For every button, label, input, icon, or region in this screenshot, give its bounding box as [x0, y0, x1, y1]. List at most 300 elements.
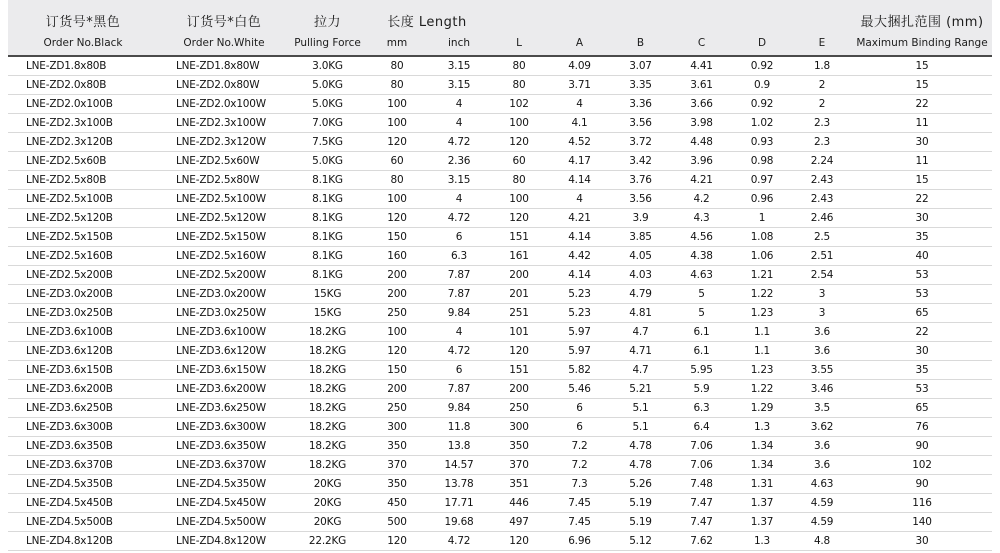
table-cell: LNE-ZD3.0x200B	[26, 288, 113, 300]
table-cell: 4.7	[632, 326, 649, 338]
dim-l-label: L	[516, 37, 522, 49]
table-cell: 1.22	[750, 288, 774, 300]
order-black-label-cn: 订货号*黑色	[45, 15, 121, 30]
table-cell: LNE-ZD4.5x500W	[176, 516, 266, 528]
table-row	[8, 133, 992, 152]
table-cell: 5.82	[568, 364, 591, 376]
table-cell: 3.85	[629, 231, 652, 243]
table-cell: 251	[509, 307, 529, 319]
table-cell: 3	[818, 288, 826, 300]
table-cell: 80	[512, 79, 526, 91]
dim-b-label: B	[636, 37, 645, 49]
table-cell: 4.52	[568, 136, 591, 148]
table-cell: 4.72	[447, 345, 471, 357]
table-cell: 4.1	[571, 117, 588, 129]
col-header-dim-l	[489, 0, 549, 55]
table-cell: 5.23	[568, 307, 591, 319]
table-cell: 201	[509, 288, 529, 300]
table-cell: LNE-ZD4.5x350B	[26, 478, 113, 490]
table-cell: 53	[915, 269, 929, 281]
table-cell: LNE-ZD3.6x150B	[26, 364, 113, 376]
table-cell: 4.03	[629, 269, 652, 281]
table-cell: 4.63	[810, 478, 834, 490]
table-cell: 2.54	[810, 269, 834, 281]
table-cell: 15KG	[313, 307, 342, 319]
table-cell: 102	[509, 98, 529, 110]
table-cell: LNE-ZD1.8x80W	[176, 60, 260, 72]
table-cell: 1.34	[750, 459, 774, 471]
table-cell: 350	[387, 440, 407, 452]
table-cell: 2.36	[447, 155, 471, 167]
table-cell: 5	[698, 288, 705, 300]
table-cell: 7.0KG	[312, 117, 343, 129]
table-cell: 3.6	[813, 459, 831, 471]
table-cell: 6.4	[693, 421, 710, 433]
table-cell: 6	[576, 421, 583, 433]
table-header	[8, 0, 992, 57]
table-cell: 18.2KG	[308, 364, 347, 376]
pulling-force-label-en: Pulling Force	[294, 37, 361, 49]
table-row	[8, 247, 992, 266]
table-cell: 151	[509, 364, 529, 376]
table-cell: LNE-ZD2.0x100B	[26, 98, 113, 110]
table-cell: 3.15	[447, 174, 471, 186]
table-cell: 1.3	[753, 535, 771, 547]
table-cell: 500	[387, 516, 407, 528]
col-header-max-binding-range	[852, 0, 992, 55]
table-cell: 80	[390, 60, 404, 72]
table-cell: 1.21	[750, 269, 774, 281]
table-cell: 446	[509, 497, 529, 509]
table-cell: 7.87	[447, 383, 471, 395]
table-cell: 80	[390, 174, 404, 186]
table-cell: 3.56	[629, 117, 652, 129]
table-cell: LNE-ZD3.6x100B	[26, 326, 113, 338]
table-cell: LNE-ZD3.6x150W	[176, 364, 266, 376]
table-cell: 3.6	[813, 345, 831, 357]
table-cell: 4.2	[693, 193, 710, 205]
table-cell: 370	[509, 459, 529, 471]
table-cell: 351	[509, 478, 529, 490]
col-header-dim-d	[732, 0, 792, 55]
table-cell: 7.87	[447, 288, 471, 300]
table-cell: 90	[915, 440, 929, 452]
table-cell: 7.06	[690, 459, 713, 471]
table-cell: 3.15	[447, 60, 471, 72]
table-cell: LNE-ZD3.0x250B	[26, 307, 113, 319]
table-cell: 4.21	[690, 174, 713, 186]
table-cell: 140	[912, 516, 932, 528]
table-cell: 7.45	[568, 497, 591, 509]
table-cell: LNE-ZD2.5x60B	[26, 155, 107, 167]
table-cell: 5.95	[690, 364, 713, 376]
col-header-pulling-force	[290, 0, 365, 55]
table-cell: 5.26	[629, 478, 652, 490]
table-cell: 22	[915, 326, 929, 338]
table-cell: LNE-ZD3.6x370B	[26, 459, 113, 471]
table-cell: 120	[509, 535, 529, 547]
table-cell: LNE-ZD1.8x80B	[26, 60, 107, 72]
table-cell: 7.47	[690, 497, 713, 509]
table-cell: 4	[455, 326, 463, 338]
table-cell: 3.35	[629, 79, 652, 91]
table-cell: 4.59	[810, 516, 834, 528]
table-cell: LNE-ZD3.6x100W	[176, 326, 266, 338]
table-cell: LNE-ZD2.3x100B	[26, 117, 113, 129]
table-cell: 4	[455, 193, 463, 205]
table-row	[8, 456, 992, 475]
table-cell: 3.66	[690, 98, 713, 110]
table-cell: LNE-ZD2.5x160B	[26, 250, 113, 262]
table-cell: 3.15	[447, 79, 471, 91]
table-cell: LNE-ZD3.6x120B	[26, 345, 113, 357]
table-cell: 100	[387, 117, 407, 129]
table-cell: 0.96	[750, 193, 774, 205]
table-cell: 120	[387, 136, 407, 148]
table-row	[8, 399, 992, 418]
table-cell: 3.62	[810, 421, 834, 433]
table-cell: LNE-ZD4.5x500B	[26, 516, 113, 528]
table-cell: LNE-ZD2.5x150B	[26, 231, 113, 243]
table-cell: 4.59	[810, 497, 834, 509]
table-cell: 8.1KG	[312, 193, 343, 205]
table-cell: 120	[387, 212, 407, 224]
table-cell: 1.37	[750, 516, 774, 528]
table-cell: 4.63	[690, 269, 713, 281]
table-cell: 8.1KG	[312, 269, 343, 281]
table-cell: 8.1KG	[312, 212, 343, 224]
table-cell: 3.42	[629, 155, 652, 167]
table-cell: 4.81	[629, 307, 652, 319]
table-cell: 40	[915, 250, 929, 262]
table-cell: 6.1	[693, 326, 710, 338]
table-cell: 22	[915, 98, 929, 110]
table-cell: 3.98	[690, 117, 713, 129]
table-cell: 1.22	[750, 383, 774, 395]
table-cell: 1.02	[750, 117, 774, 129]
table-cell: 30	[915, 535, 929, 547]
table-cell: 350	[387, 478, 407, 490]
table-cell: 7.06	[690, 440, 713, 452]
table-cell: 4.72	[447, 136, 471, 148]
table-cell: 250	[509, 402, 529, 414]
col-header-dim-e	[792, 0, 852, 55]
table-cell: 19.68	[444, 516, 474, 528]
table-cell: LNE-ZD2.5x80W	[176, 174, 260, 186]
table-cell: 0.9	[753, 79, 771, 91]
table-cell: 3.6	[813, 326, 831, 338]
col-header-dim-b	[610, 0, 671, 55]
table-row	[8, 361, 992, 380]
table-cell: 116	[912, 497, 932, 509]
table-cell: 300	[387, 421, 407, 433]
table-cell: 4.42	[568, 250, 591, 262]
table-cell: 11	[915, 155, 929, 167]
table-cell: 100	[387, 326, 407, 338]
table-cell: 5.19	[629, 497, 652, 509]
table-cell: 7.2	[571, 459, 588, 471]
table-cell: 30	[915, 136, 929, 148]
length-unit-mm: mm	[386, 37, 408, 49]
table-cell: 7.62	[690, 535, 713, 547]
table-cell: 2.43	[810, 174, 834, 186]
table-cell: 4.41	[690, 60, 713, 72]
table-cell: LNE-ZD2.3x100W	[176, 117, 266, 129]
table-cell: 350	[509, 440, 529, 452]
table-cell: 3.71	[568, 79, 591, 91]
table-cell: 53	[915, 288, 929, 300]
table-cell: 120	[509, 345, 529, 357]
table-cell: 20KG	[313, 478, 342, 490]
table-cell: 80	[512, 174, 526, 186]
table-cell: 30	[915, 345, 929, 357]
table-cell: LNE-ZD2.5x120W	[176, 212, 266, 224]
table-cell: 6	[576, 402, 583, 414]
table-cell: 35	[915, 231, 929, 243]
table-cell: 1.29	[750, 402, 774, 414]
table-cell: 18.2KG	[308, 345, 347, 357]
table-cell: 30	[915, 212, 929, 224]
table-cell: LNE-ZD2.5x150W	[176, 231, 266, 243]
table-cell: LNE-ZD3.6x250B	[26, 402, 113, 414]
table-cell: LNE-ZD2.5x80B	[26, 174, 107, 186]
table-cell: 5.0KG	[312, 79, 343, 91]
table-cell: 60	[390, 155, 404, 167]
table-cell: 4.14	[568, 269, 591, 281]
table-cell: 4.71	[629, 345, 652, 357]
table-cell: 7.45	[568, 516, 591, 528]
table-cell: 5.97	[568, 326, 591, 338]
table-cell: 9.84	[447, 307, 471, 319]
table-cell: LNE-ZD4.5x450B	[26, 497, 113, 509]
table-cell: 2.43	[810, 193, 834, 205]
table-cell: 7.3	[571, 478, 588, 490]
table-cell: 5	[698, 307, 705, 319]
table-cell: 8.1KG	[312, 231, 343, 243]
table-cell: 60	[512, 155, 526, 167]
table-cell: 3.6	[813, 440, 831, 452]
table-cell: 4.17	[568, 155, 591, 167]
table-cell: 2.3	[813, 117, 831, 129]
table-cell: 497	[509, 516, 529, 528]
table-cell: 7.5KG	[312, 136, 343, 148]
col-header-dim-a	[549, 0, 610, 55]
table-cell: LNE-ZD3.6x300B	[26, 421, 113, 433]
table-cell: 6	[455, 364, 463, 376]
table-cell: LNE-ZD2.5x60W	[176, 155, 260, 167]
table-cell: 20KG	[313, 516, 342, 528]
table-row	[8, 228, 992, 247]
table-cell: LNE-ZD4.8x120W	[176, 535, 266, 547]
table-cell: 0.98	[750, 155, 774, 167]
table-cell: 7.48	[690, 478, 713, 490]
table-row	[8, 418, 992, 437]
table-row	[8, 152, 992, 171]
table-cell: 5.0KG	[312, 98, 343, 110]
table-cell: 1.1	[753, 326, 771, 338]
pulling-force-label-cn: 拉力	[313, 15, 341, 30]
table-cell: 200	[509, 383, 529, 395]
table-cell: 6.3	[693, 402, 710, 414]
table-cell: 53	[915, 383, 929, 395]
table-cell: LNE-ZD4.5x350W	[176, 478, 266, 490]
table-cell: 4.72	[447, 212, 471, 224]
table-cell: 150	[387, 364, 407, 376]
dim-c-label: C	[697, 37, 706, 49]
table-cell: 2.24	[810, 155, 834, 167]
table-cell: 160	[387, 250, 407, 262]
table-cell: 11.8	[447, 421, 471, 433]
table-row	[8, 95, 992, 114]
table-cell: 3.56	[629, 193, 652, 205]
table-cell: 6.1	[693, 345, 710, 357]
table-cell: 200	[387, 269, 407, 281]
col-header-length	[365, 0, 489, 55]
table-cell: 300	[509, 421, 529, 433]
table-cell: LNE-ZD2.5x120B	[26, 212, 113, 224]
table-cell: 6.3	[450, 250, 468, 262]
table-cell: 3.46	[810, 383, 834, 395]
length-unit-inch: inch	[448, 37, 470, 49]
table-row	[8, 190, 992, 209]
table-cell: 3.96	[690, 155, 713, 167]
table-row	[8, 266, 992, 285]
table-cell: 9.84	[447, 402, 471, 414]
table-cell: LNE-ZD2.5x100W	[176, 193, 266, 205]
table-cell: 7.47	[690, 516, 713, 528]
table-cell: LNE-ZD2.5x160W	[176, 250, 266, 262]
table-cell: 4.09	[568, 60, 591, 72]
table-cell: 76	[915, 421, 929, 433]
table-cell: 4.14	[568, 231, 591, 243]
table-cell: 14.57	[444, 459, 474, 471]
table-row	[8, 380, 992, 399]
table-cell: 0.97	[750, 174, 774, 186]
table-cell: 5.1	[632, 421, 649, 433]
table-cell: 1.23	[750, 364, 774, 376]
table-cell: 1.37	[750, 497, 774, 509]
table-cell: 150	[387, 231, 407, 243]
table-cell: 15	[915, 60, 929, 72]
col-header-order-white	[158, 0, 290, 55]
table-cell: 6	[455, 231, 463, 243]
table-cell: LNE-ZD2.0x80W	[176, 79, 260, 91]
table-cell: 80	[512, 60, 526, 72]
table-cell: 6.96	[568, 535, 591, 547]
table-cell: 5.9	[693, 383, 710, 395]
table-cell: 4.7	[632, 364, 649, 376]
table-cell: LNE-ZD2.5x100B	[26, 193, 113, 205]
max-binding-range-label-cn: 最大捆扎范围 (mm)	[860, 15, 984, 30]
table-cell: 2.46	[810, 212, 834, 224]
table-row	[8, 114, 992, 133]
table-cell: LNE-ZD3.0x250W	[176, 307, 266, 319]
table-cell: 3	[818, 307, 826, 319]
table-cell: 100	[387, 98, 407, 110]
table-cell: 8.1KG	[312, 250, 343, 262]
table-cell: LNE-ZD2.5x200B	[26, 269, 113, 281]
table-row	[8, 342, 992, 361]
table-cell: 4	[576, 193, 583, 205]
table-cell: 1	[758, 212, 766, 224]
table-cell: 4.78	[629, 440, 652, 452]
table-cell: 4.21	[568, 212, 591, 224]
table-row	[8, 209, 992, 228]
table-cell: 3.76	[629, 174, 652, 186]
table-cell: LNE-ZD2.3x120B	[26, 136, 113, 148]
table-row	[8, 437, 992, 456]
table-row	[8, 323, 992, 342]
table-cell: 2	[818, 79, 826, 91]
table-cell: 5.21	[629, 383, 652, 395]
table-cell: 13.78	[444, 478, 474, 490]
table-cell: LNE-ZD4.8x120B	[26, 535, 113, 547]
table-cell: 100	[509, 193, 529, 205]
table-cell: 450	[387, 497, 407, 509]
table-cell: 4	[455, 117, 463, 129]
table-cell: 18.2KG	[308, 440, 347, 452]
table-cell: LNE-ZD2.3x120W	[176, 136, 266, 148]
table-cell: 1.31	[750, 478, 774, 490]
table-cell: LNE-ZD3.6x350B	[26, 440, 113, 452]
table-cell: 120	[387, 535, 407, 547]
dim-a-label: A	[575, 37, 584, 49]
table-cell: 20KG	[313, 497, 342, 509]
table-cell: LNE-ZD3.6x350W	[176, 440, 266, 452]
max-binding-range-label-en: Maximum Binding Range	[856, 37, 988, 49]
table-cell: 1.08	[750, 231, 774, 243]
table-cell: 101	[509, 326, 529, 338]
table-cell: 1.3	[753, 421, 771, 433]
table-cell: LNE-ZD3.6x250W	[176, 402, 266, 414]
table-cell: 1.34	[750, 440, 774, 452]
table-cell: 4.14	[568, 174, 591, 186]
table-cell: 4	[455, 98, 463, 110]
table-row	[8, 304, 992, 323]
table-cell: 35	[915, 364, 929, 376]
table-cell: 100	[509, 117, 529, 129]
table-row	[8, 532, 992, 551]
table-cell: 102	[912, 459, 932, 471]
table-cell: 370	[387, 459, 407, 471]
table-cell: 7.87	[447, 269, 471, 281]
col-header-order-black	[8, 0, 158, 55]
table-cell: 80	[390, 79, 404, 91]
table-cell: 151	[509, 231, 529, 243]
table-cell: 120	[509, 136, 529, 148]
table-cell: 7.2	[571, 440, 588, 452]
table-cell: 4.72	[447, 535, 471, 547]
table-cell: 90	[915, 478, 929, 490]
table-cell: LNE-ZD2.0x100W	[176, 98, 266, 110]
table-cell: 2.3	[813, 136, 831, 148]
table-cell: 5.19	[629, 516, 652, 528]
table-cell: 2.51	[810, 250, 834, 262]
table-cell: 4.78	[629, 459, 652, 471]
table-row	[8, 475, 992, 494]
table-cell: 200	[509, 269, 529, 281]
table-cell: 0.92	[750, 98, 774, 110]
table-cell: 3.5	[813, 402, 831, 414]
table-cell: 8.1KG	[312, 174, 343, 186]
table-cell: 0.92	[750, 60, 774, 72]
col-header-dim-c	[671, 0, 732, 55]
table-cell: 4.05	[629, 250, 652, 262]
table-cell: 5.12	[629, 535, 652, 547]
table-cell: LNE-ZD4.5x450W	[176, 497, 266, 509]
table-cell: 18.2KG	[308, 421, 347, 433]
table-cell: 15	[915, 79, 929, 91]
